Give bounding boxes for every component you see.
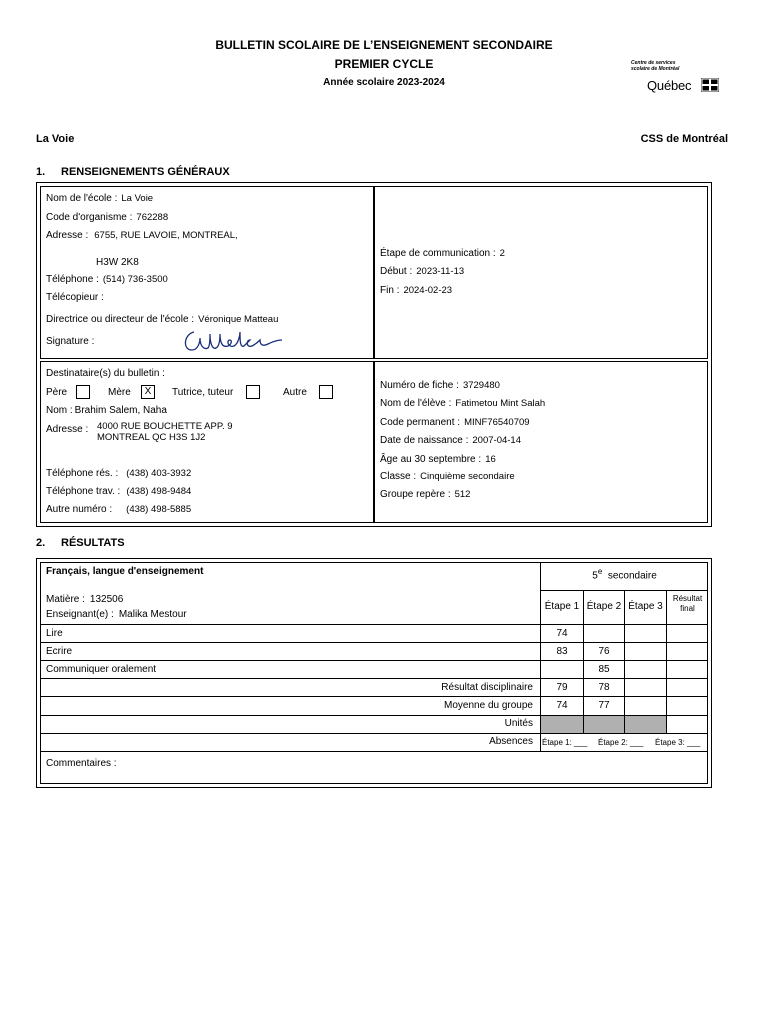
school-postal-code: H3W 2K8 xyxy=(96,257,139,268)
file-number-row: Numéro de fiche : 3729480 xyxy=(380,380,500,391)
section-1-title: 1. RENSEIGNEMENTS GÉNÉRAUX xyxy=(36,166,230,178)
school-name-row: Nom de l'école : La Voie xyxy=(46,193,154,204)
signature-label: Signature : xyxy=(46,336,95,347)
tutor-label: Tutrice, tuteur xyxy=(172,387,234,398)
school-fax-row: Télécopieur : xyxy=(46,292,104,303)
grid-line xyxy=(40,660,708,661)
director-signature xyxy=(180,328,285,354)
row-label-absences: Absences xyxy=(489,736,533,747)
recipient-address-label: Adresse : xyxy=(46,424,89,435)
teacher-row: Enseignant(e) : Malika Mestour xyxy=(46,609,187,620)
section-2-title: 2. RÉSULTATS xyxy=(36,537,125,549)
other-phone-row: Autre numéro : (438) 498-5885 xyxy=(46,504,192,515)
comments-label: Commentaires : xyxy=(46,758,117,769)
units-shaded-cell xyxy=(541,716,666,733)
column-etape-3: Étape 3 xyxy=(628,601,663,612)
column-final-line2: final xyxy=(680,604,695,613)
row-label-units: Unités xyxy=(504,718,533,729)
cell-moyenne-e1: 74 xyxy=(556,700,568,711)
logo-css-text: Centre de services scolaire de Montréal xyxy=(631,60,680,72)
cell-lire-e1: 74 xyxy=(556,628,568,639)
birth-date-row: Date de naissance : 2007-04-14 xyxy=(380,435,521,446)
recipient-address-line1: 4000 RUE BOUCHETTE APP. 9 xyxy=(97,421,233,432)
absence-step-1: Étape 1: ___ xyxy=(542,738,588,747)
column-etape-2: Étape 2 xyxy=(586,601,622,612)
cell-ecrire-e2: 76 xyxy=(598,646,610,657)
grid-line xyxy=(40,642,708,643)
absence-step-3: Étape 3: ___ xyxy=(655,738,701,747)
row-label-resultat: Résultat disciplinaire xyxy=(441,682,533,693)
home-phone-row: Téléphone rés. : (438) 403-3932 xyxy=(46,468,192,479)
grid-line xyxy=(40,678,708,679)
mere-checkbox[interactable]: X xyxy=(141,385,155,399)
director-row: Directrice ou directeur de l'école : Véronique Matteau xyxy=(46,314,279,325)
school-short-name: La Voie xyxy=(36,133,75,145)
start-date-row: Début : 2023-11-13 xyxy=(380,266,465,277)
grid-line xyxy=(40,733,708,734)
recipient-name-row: Nom : Brahim Salem, Naha xyxy=(46,405,167,416)
recipients-label: Destinataire(s) du bulletin : xyxy=(46,368,165,379)
tutor-checkbox[interactable] xyxy=(246,385,260,399)
grid-line xyxy=(40,696,708,697)
mere-label: Mère xyxy=(108,387,131,398)
cell-communiquer-e2: 85 xyxy=(598,664,610,675)
cell-moyenne-e2: 77 xyxy=(598,700,610,711)
css-name: CSS de Montréal xyxy=(640,133,728,145)
row-label-moyenne: Moyenne du groupe xyxy=(444,700,533,711)
autre-label: Autre xyxy=(283,387,307,398)
report-title: BULLETIN SCOLAIRE DE L’ENSEIGNEMENT SECONDAIRE xyxy=(215,38,553,52)
quebec-logo xyxy=(631,61,731,97)
group-row: Groupe repère : 512 xyxy=(380,489,471,500)
school-phone-row: Téléphone : (514) 736-3500 xyxy=(46,274,168,285)
column-etape-1: Étape 1 xyxy=(544,601,580,612)
report-subtitle: PREMIER CYCLE xyxy=(334,57,434,71)
pere-checkbox[interactable] xyxy=(76,385,90,399)
work-phone-row: Téléphone trav. : (438) 498-9484 xyxy=(46,486,192,497)
cell-ecrire-e1: 83 xyxy=(556,646,568,657)
autre-checkbox[interactable] xyxy=(319,385,333,399)
age-row: Âge au 30 septembre : 16 xyxy=(380,454,496,465)
grid-line xyxy=(40,624,708,625)
org-code-row: Code d'organisme : 762288 xyxy=(46,212,169,223)
recipient-address-line2: MONTREAL QC H3S 1J2 xyxy=(97,432,206,443)
pere-label: Père xyxy=(46,387,68,398)
matiere-row: Matière : 132506 xyxy=(46,594,124,605)
class-row: Classe : Cinquième secondaire xyxy=(380,471,515,482)
logo-quebec-text: Québec xyxy=(647,78,692,93)
cell-resultat-e2: 78 xyxy=(598,682,610,693)
row-label-ecrire: Ecrire xyxy=(46,646,73,657)
grid-line xyxy=(40,751,708,752)
fleur-de-lis-flag-icon xyxy=(701,78,719,92)
column-final-line1: Résultat xyxy=(672,594,703,603)
end-date-row: Fin : 2024-02-23 xyxy=(380,285,453,296)
cell-resultat-e1: 79 xyxy=(556,682,568,693)
communication-step-row: Étape de communication : 2 xyxy=(380,248,505,259)
subject-title: Français, langue d'enseignement xyxy=(46,566,204,577)
row-label-lire: Lire xyxy=(46,628,63,639)
level-heading: 5e secondaire xyxy=(592,567,657,582)
student-name-row: Nom de l'élève : Fatimetou Mint Salah xyxy=(380,398,546,409)
absence-step-2: Étape 2: ___ xyxy=(598,738,644,747)
row-label-communiquer: Communiquer oralement xyxy=(46,664,157,675)
school-address-row: Adresse : 6755, RUE LAVOIE, MONTREAL, xyxy=(46,230,238,241)
grid-line xyxy=(40,715,708,716)
school-year: Année scolaire 2023-2024 xyxy=(323,77,445,88)
permanent-code-row: Code permanent : MINF76540709 xyxy=(380,417,530,428)
